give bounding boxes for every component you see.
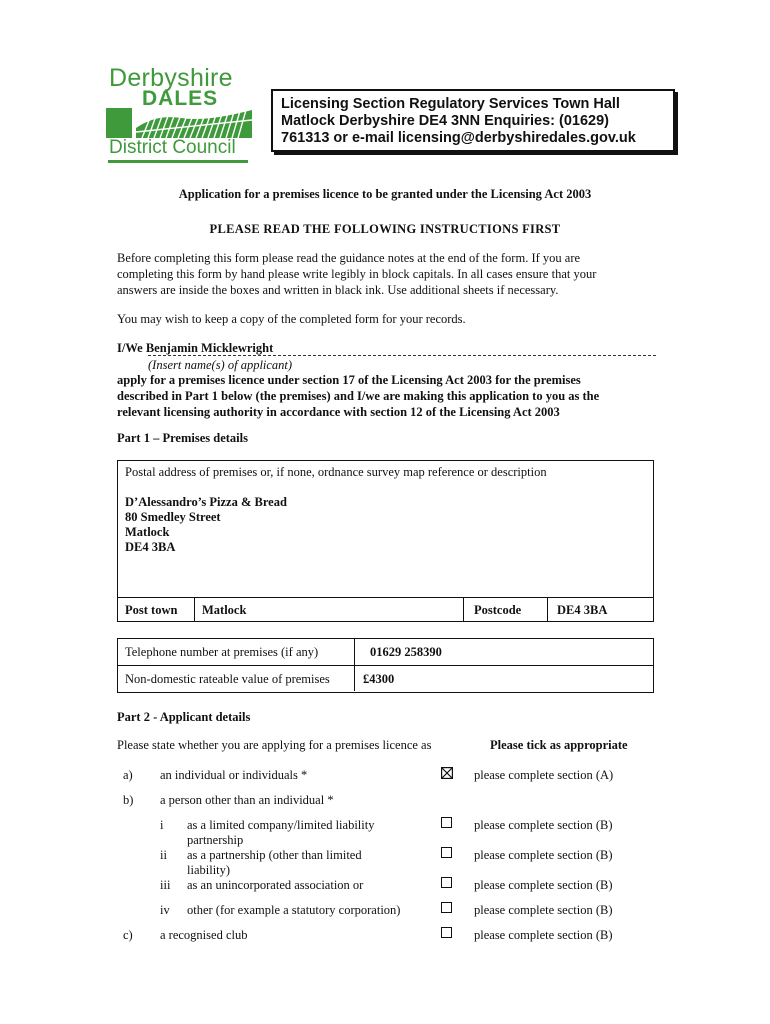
logo-underline — [108, 160, 248, 163]
divider — [194, 598, 195, 622]
rateable-label: Non-domestic rateable value of premises — [125, 672, 330, 686]
statement-line-3: relevant licensing authority in accordance with section 12 of the Licensing Act 2003 — [117, 405, 560, 419]
post-town-label: Post town — [125, 603, 178, 617]
option-bii-marker: ii — [160, 848, 167, 862]
premises-address-box — [117, 460, 654, 622]
contact-box — [271, 89, 675, 152]
address-line-2: 80 Smedley Street — [125, 510, 221, 524]
telephone-table — [117, 638, 654, 693]
option-biv-checkbox[interactable] — [441, 902, 452, 913]
address-field[interactable] — [125, 495, 287, 555]
option-bii-checkbox[interactable] — [441, 847, 452, 858]
option-biii-checkbox[interactable] — [441, 877, 452, 888]
instructions-line-2: completing this form by hand please write legibly in block capitals. In all cases ensure that your — [117, 267, 597, 281]
option-a-label: an individual or individuals * — [160, 768, 308, 782]
option-c-note: please complete section (B) — [474, 928, 613, 942]
option-biii-note: please complete section (B) — [474, 878, 613, 892]
applicant-statement — [117, 372, 667, 420]
option-b-marker: b) — [123, 793, 134, 807]
divider — [463, 598, 464, 622]
statement-line-2: described in Part 1 below (the premises) and I/we are making this application to you as the — [117, 389, 600, 403]
postcode-label: Postcode — [474, 603, 522, 617]
statement-line-1: apply for a premises licence under section 17 of the Licensing Act 2003 for the premises — [117, 373, 581, 387]
contact-line-1: Licensing Section Regulatory Services Town Hall — [281, 96, 620, 112]
part2-title: Part 2 - Applicant details — [117, 710, 251, 724]
telephone-label: Telephone number at premises (if any) — [125, 645, 319, 659]
postcode-field[interactable]: DE4 3BA — [557, 603, 608, 617]
council-logo — [106, 64, 252, 164]
post-town-field[interactable]: Matlock — [202, 603, 247, 617]
address-label: Postal address of premises or, if none, ordnance survey map reference or description — [125, 465, 547, 479]
option-biii-label: as an unincorporated association or — [187, 878, 364, 892]
option-a-marker: a) — [123, 768, 133, 782]
logo-dales: DALES — [142, 87, 219, 110]
divider — [354, 639, 355, 691]
instructions-title: PLEASE READ THE FOLLOWING INSTRUCTIONS FIRST — [209, 222, 561, 236]
keep-copy-note: You may wish to keep a copy of the completed form for your records. — [117, 312, 466, 326]
post-town-row — [118, 597, 653, 622]
option-c-marker: c) — [123, 928, 133, 942]
option-c-label: a recognised club — [160, 928, 248, 942]
contact-line-2: Matlock Derbyshire DE4 3NN Enquiries: (01629) — [281, 113, 609, 129]
option-bii-label-line-1: as a partnership (other than limited — [187, 848, 362, 862]
form-heading: Application for a premises licence to be granted under the Licensing Act 2003 — [178, 187, 592, 201]
option-biii-marker: iii — [160, 878, 171, 892]
applicant-line — [117, 340, 657, 356]
option-biv-marker: iv — [160, 903, 170, 917]
applicant-prefix: I/We — [117, 341, 143, 355]
option-b-label: a person other than an individual * — [160, 793, 334, 807]
tick-header: Please tick as appropriate — [490, 738, 628, 752]
option-biv-note: please complete section (B) — [474, 903, 613, 917]
hills-logo-icon — [106, 108, 252, 138]
option-a-checkbox[interactable] — [441, 767, 453, 779]
option-bi-marker: i — [160, 818, 164, 832]
address-line-4: DE4 3BA — [125, 540, 176, 554]
option-biv-label: other (for example a statutory corporation) — [187, 903, 401, 917]
applicant-name-underline — [148, 355, 656, 356]
rateable-field[interactable]: £4300 — [363, 672, 395, 686]
divider — [547, 598, 548, 622]
option-bii-note: please complete section (B) — [474, 848, 613, 862]
option-bi-label — [187, 818, 374, 848]
instructions-line-3: answers are inside the boxes and written in black ink. Use additional sheets if necessary. — [117, 283, 559, 297]
telephone-field[interactable]: 01629 258390 — [370, 645, 442, 659]
option-bi-label-line-2: partnership — [187, 833, 244, 847]
contact-line-3: 761313 or e-mail licensing@derbyshiredales.gov.uk — [281, 130, 636, 146]
logo-name: Derbyshire — [109, 64, 233, 92]
address-line-3: Matlock — [125, 525, 170, 539]
option-bi-checkbox[interactable] — [441, 817, 452, 828]
option-bi-label-line-1: as a limited company/limited liability — [187, 818, 375, 832]
part2-question: Please state whether you are applying for a premises licence as — [117, 738, 432, 752]
option-c-checkbox[interactable] — [441, 927, 452, 938]
logo-council: District Council — [109, 137, 236, 158]
part1-title: Part 1 – Premises details — [117, 431, 248, 445]
address-line-1: D’Alessandro’s Pizza & Bread — [125, 495, 287, 509]
option-bii-label — [187, 848, 362, 878]
applicant-hint: (Insert name(s) of applicant) — [148, 358, 293, 372]
instructions-line-1: Before completing this form please read the guidance notes at the end of the form. If you are — [117, 251, 581, 265]
applicant-name-field[interactable]: Benjamin Micklewright — [145, 341, 274, 355]
option-bii-label-line-2: liability) — [187, 863, 231, 877]
option-a-note: please complete section (A) — [474, 768, 614, 782]
instructions-paragraph — [117, 250, 657, 298]
option-bi-note: please complete section (B) — [474, 818, 613, 832]
